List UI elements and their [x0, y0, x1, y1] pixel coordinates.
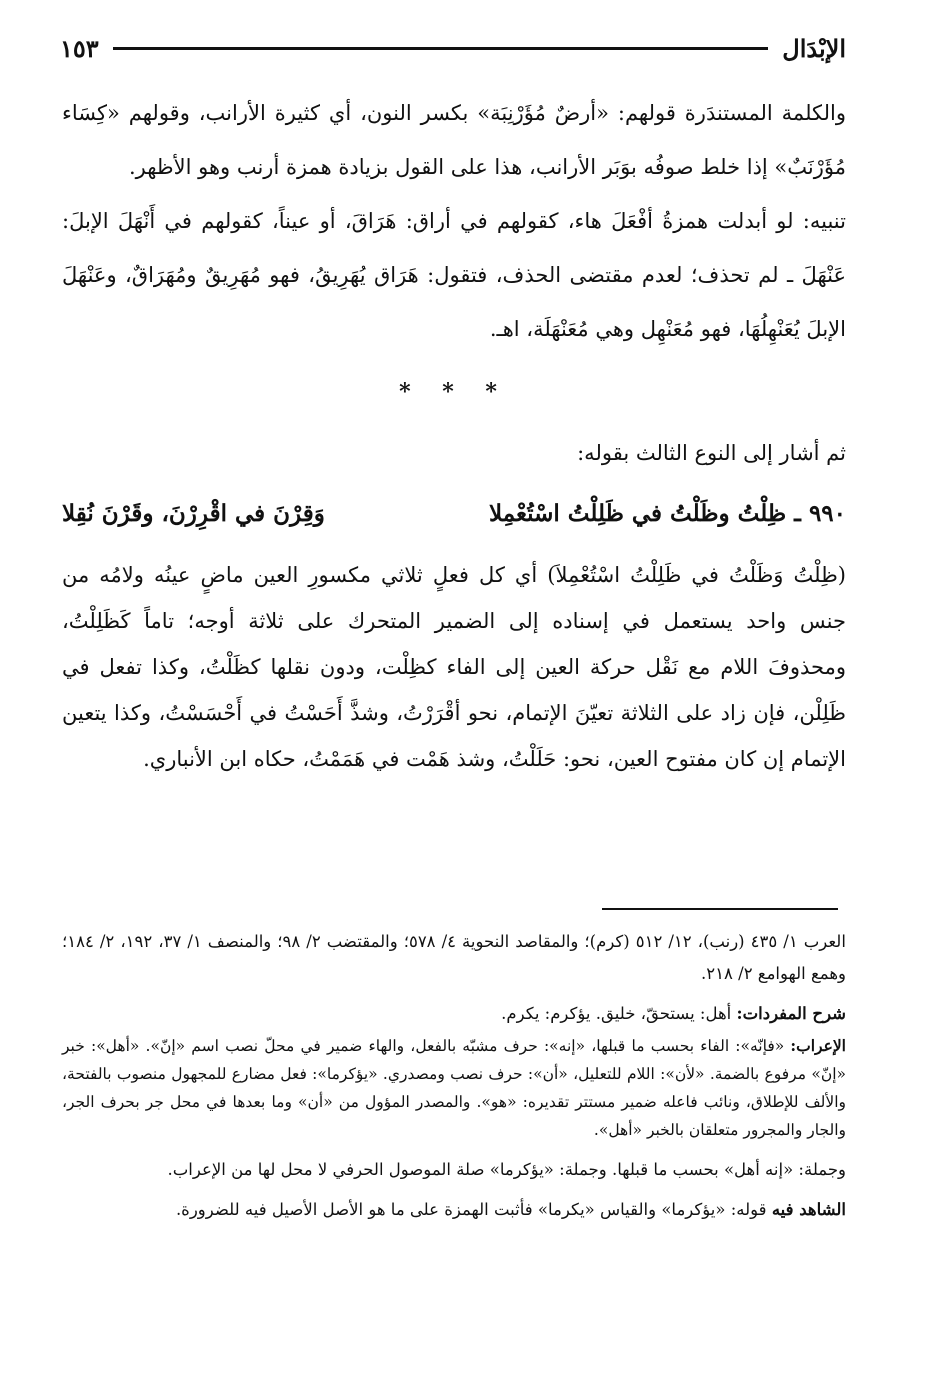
verse-explanation: (ظِلْتُ وَظَلْتُ في ظَلِلْتُ اسْتُعْمِلاَ) أي كل فعلٍ ثلاثي مكسورِ العين ماضٍ عينُه ولامُه من جنس واحد يستعمل في إسناده إلى الضمير المتحرك على ثلاثة أوجه؛ تاماً كَظَلِلْتُ، ومحذوفَ اللام مع نَقْل حركة العين إلى الفاء كظِلْت، ودون نقلها كظَلْتُ، وكذا تفعل في ظَلِلْن، فإن زاد على الثلاثة تعيّنَ الإتمام، نحو أقْرَرْتُ، وشذَّ أَحَسْتُ في أَحْسَسْتُ، وكذا يتعين الإتمام إن كان مفتوح العين، نحو: حَلَلْتُ، وشذ هَمْت في هَمَمْتُ، حكاه ابن الأنباري.	[62, 563, 846, 771]
page-number: ١٥٣	[60, 33, 99, 63]
shahid-label: الشاهد فيه	[771, 1200, 846, 1219]
chapter-title: الإبْدَال	[782, 33, 846, 63]
paragraph-rare-word: والكلمة المستندَرة قولهم: «أرضٌ مُؤَرْنِبَة» بكسر النون، أي كثيرة الأرانب، وقولهم «كِسَاء مُؤَرْنَبٌ» إذا خلط صوفُه بوَبَر الأرانب، هذا على القول بزيادة همزة أرنب وهو الأظهر.	[62, 101, 846, 179]
verse-first-hemistich: ٩٩٠ ـ ظِلْتُ وظَلْتُ في ظَلِلْتُ اسْتُعْمِلا	[489, 500, 846, 527]
footnotes	[62, 926, 846, 1234]
header-rule	[113, 47, 769, 50]
page-header	[60, 28, 846, 68]
footnote-shahid	[62, 1194, 846, 1226]
verse-intro: ثم أشار إلى النوع الثالث بقوله:	[577, 441, 846, 465]
irab-text: «فإنّه»: الفاء بحسب ما قبلها، «إنه»: حرف مشبّه بالفعل، والهاء ضمير في محلّ نصب اسم «إنّ». «أهل»: خبر «إنّ» مرفوع بالضمة. «لأن»: اللام للتعليل، «أن»: حرف نصب ومصدري. «يؤكرما»: فعل مضارع للمجهول منصوب بالفتحة، والألف للإطلاق، ونائب فاعله ضمير مستتر تقديره: «هو». والمصدر المؤول من «أن» وما بعدها في محل جر بحرف الجر، والجار والمجرور متعلقان بالخبر «أهل».	[62, 1037, 846, 1139]
footnote-rule	[602, 908, 838, 910]
footnote-sources: العرب ١/ ٤٣٥ (رنب)، ١٢/ ٥١٢ (كرم)؛ والمقاصد النحوية ٤/ ٥٧٨؛ والمقتضب ٢/ ٩٨؛ والمنصف ١/ ٣٧، ١٩٢، ٢/ ١٨٤؛ وهمع الهوامع ٢/ ٢١٨.	[62, 932, 846, 983]
footnote-irab	[62, 1032, 846, 1144]
vocabulary-text: أهل: يستحقّ، خليق. يؤكرم: يكرم.	[501, 1004, 732, 1023]
verse-second-hemistich: وَقِرْنَ في اقْرِرْنَ، وقَرْنَ نُقِلا	[62, 500, 325, 527]
vocabulary-label: شرح المفردات:	[736, 1004, 846, 1023]
footnote-sentences: وجملة: «إنه أهل» بحسب ما قبلها. وجملة: «يؤكرما» صلة الموصول الحرفي لا محل لها من الإعراب.	[167, 1160, 846, 1179]
section-separator: * * *	[399, 379, 509, 405]
footnote-vocabulary	[62, 998, 846, 1030]
main-text	[62, 86, 846, 782]
paragraph-note: تنبيه: لو أبدلت همزةُ أفْعَلَ هاء، كقولهم في أراق: هَرَاقَ، أو عيناً، كقولهم في أَنْهَلَ الإبلَ: عَنْهَلَ ـ لم تحذف؛ لعدم مقتضى الحذف، فتقول: هَرَاق يُهَرِيقُ، فهو مُهَرِيقٌ ومُهَرَاقٌ، وعَنْهَلَ الإبلَ يُعَنْهِلُهَا، فهو مُعَنْهِل وهي مُعَنْهَلَة، اهـ.	[62, 209, 846, 341]
irab-label: الإعراب:	[790, 1036, 846, 1055]
verse-line	[62, 484, 846, 544]
shahid-text: قوله: «يؤكرما» والقياس «يكرما» فأثبت الهمزة على ما هو الأصل الأصيل فيه للضرورة.	[175, 1200, 767, 1219]
